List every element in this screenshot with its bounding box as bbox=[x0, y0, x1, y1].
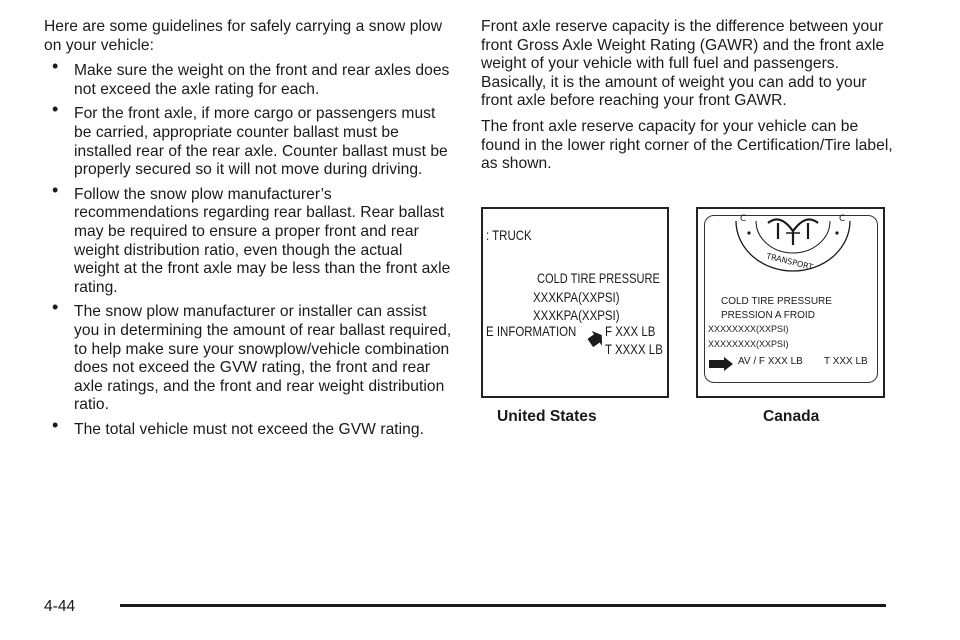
svg-text:C: C bbox=[740, 214, 747, 224]
intro-paragraph: Here are some guidelines for safely carrying a snow plow on your vehicle: bbox=[44, 18, 443, 54]
canada-label-front-pressure: XXXXXXXX(XXPSI) bbox=[708, 324, 789, 334]
us-label-caption: United States bbox=[497, 408, 597, 425]
page-number: 4-44 bbox=[44, 598, 76, 615]
bullet-icon: • bbox=[52, 99, 59, 120]
canada-label-rear-reserve: T XXX LB bbox=[824, 356, 868, 367]
us-label-rear-reserve: T XXXX LB bbox=[605, 341, 663, 357]
transport-seal-text: TRANSPORT bbox=[765, 251, 814, 272]
canada-label-pressure-heading: COLD TIRE PRESSURE bbox=[721, 296, 832, 307]
us-label-pressure-heading: COLD TIRE PRESSURE bbox=[537, 271, 660, 286]
list-item: • The snow plow manufacturer or installer can assist you in determining the amount of rear ballast required, to help make sure your snowplow/vehicle combination does not exceed the GVW rating, the front and rear axle ratings, and the front and rear weight distribution ratio. bbox=[52, 297, 452, 414]
canada-label-rear-pressure: XXXXXXXX(XXPSI) bbox=[708, 339, 789, 349]
canada-label-caption: Canada bbox=[763, 408, 820, 425]
arrow-icon bbox=[709, 357, 733, 371]
us-tire-label bbox=[481, 207, 669, 398]
bullet-icon: • bbox=[52, 179, 59, 200]
right-column bbox=[481, 18, 901, 181]
us-label-information: E INFORMATION bbox=[486, 323, 577, 339]
label-location-paragraph: The front axle reserve capacity for your vehicle can be found in the lower right corner of the Certification/Tire label, as shown. bbox=[481, 117, 893, 173]
list-item: • For the front axle, if more cargo or passengers must be carried, appropriate counter ballast must be installed rear of the rear axle. Counter ballast must be properly secured so it will not move during driving. bbox=[52, 99, 448, 179]
svg-text:C: C bbox=[839, 214, 846, 224]
list-item: • Make sure the weight on the front and rear axles does not exceed the axle rating for each. bbox=[52, 56, 450, 98]
canada-tire-label bbox=[696, 207, 885, 398]
left-column bbox=[44, 18, 452, 445]
guideline-list bbox=[44, 56, 452, 439]
bullet-icon: • bbox=[52, 56, 59, 77]
us-label-front-reserve: F XXX LB bbox=[605, 323, 656, 339]
us-label-rear-pressure: XXXKPA(XXPSI) bbox=[533, 307, 620, 323]
reserve-capacity-paragraph: Front axle reserve capacity is the difference between your front Gross Axle Weight Rating (GAWR) and the front axle weight of your vehicle with full fuel and passengers. Basically, it is the amount of weight you can add to your front axle before reaching your front GAWR. bbox=[481, 18, 885, 110]
us-label-truck: : TRUCK bbox=[486, 227, 532, 243]
footer-rule bbox=[120, 604, 886, 607]
list-item: • The total vehicle must not exceed the GVW rating. bbox=[52, 414, 425, 438]
bullet-icon: • bbox=[52, 414, 59, 435]
us-label-front-pressure: XXXKPA(XXPSI) bbox=[533, 289, 620, 305]
bullet-icon: • bbox=[52, 297, 59, 318]
canada-label-pressure-french: PRESSION A FROID bbox=[721, 310, 815, 321]
canada-label-front-reserve: AV / F XXX LB bbox=[738, 356, 803, 367]
list-item: • Follow the snow plow manufacturer’s recommendations regarding rear ballast. Rear ballast may be required to ensure a proper front and rear weight distribution ratio, even though the actual weight at the front axle may be less than the front axle rating. bbox=[52, 179, 451, 296]
arrow-icon bbox=[588, 330, 604, 348]
transport-seal-icon bbox=[728, 209, 858, 279]
